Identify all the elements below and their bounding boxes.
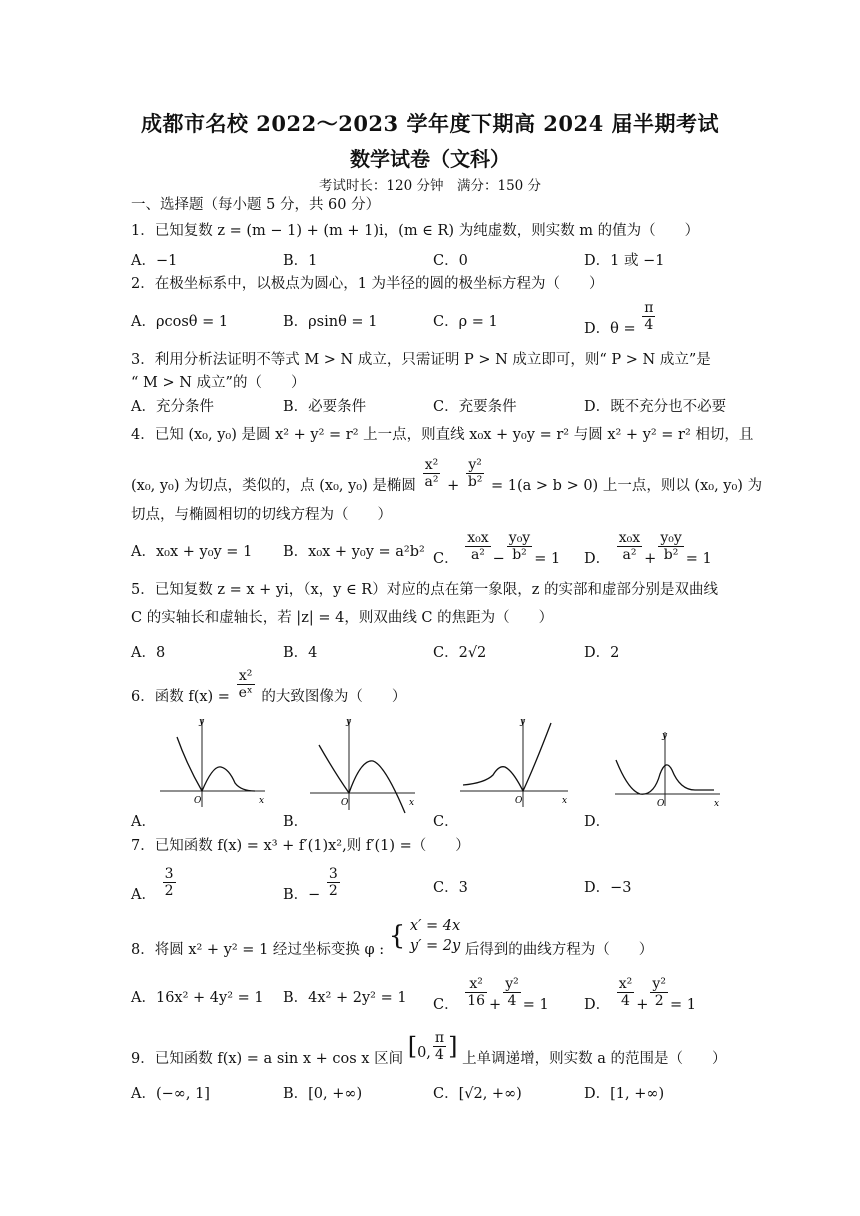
question-9-option-c: C．[√2, +∞) [433, 1086, 522, 1102]
question-8-option-c: C． $\frac{\text{x²}}{16}$ + $\frac{\text{y²}}{4}$ = 1 [433, 976, 549, 1013]
origin-label: O [194, 796, 202, 806]
question-5-option-a: A．8 [131, 645, 166, 661]
question-3-line-1: 3．利用分析法证明不等式 M > N 成立，只需证明 P > N 成立即可，则“ P > N 成立”是 [131, 352, 711, 368]
graph-a [155, 715, 270, 810]
question-8-stem-end: 后得到的曲线方程为（ ） [464, 942, 654, 958]
question-9-stem-start: 9．已知函数 f(x) = a sin x + cos x 区间 [131, 1050, 404, 1067]
origin-label: O [341, 798, 349, 808]
question-4-line-2-start: (x₀, y₀) 为切点，类似的，点 (x₀, y₀) 是椭圆 [131, 477, 416, 494]
axis-x-label: x [714, 799, 720, 809]
question-9-stem-end: 上单调递增，则实数 a 的范围是（ ） [462, 1050, 727, 1067]
question-5-option-d: D．2 [584, 645, 620, 661]
question-5-option-c: C．2√2 [433, 645, 487, 661]
question-3-option-d: D．既不充分也不必要 [584, 399, 727, 415]
origin-label: O [515, 796, 523, 806]
exam-subtitle: 数学试卷（文科） [350, 147, 510, 171]
question-6-stem-start: 6．函数 f(x) = [131, 688, 230, 705]
question-2-option-d-label: D．θ = [584, 320, 636, 337]
axis-y-label: y [520, 717, 526, 727]
question-1-stem: 1．已知复数 z = (m − 1) + (m + 1)i，(m ∈ R) 为纯虚数，则实数 m 的值为（ ） [131, 223, 700, 239]
question-4-option-d: D． $\frac{\text{x₀x}}{\text{a²}}$ + $\frac{\text{y₀y}}{\text{b²}}$ = 1 [584, 530, 712, 567]
transform-x: x′ = 4x [409, 918, 461, 934]
question-8-option-b: B．4x² + 2y² = 1 [283, 990, 407, 1006]
option-label: D． [584, 996, 611, 1013]
question-8-option-d: D． $\frac{\text{x²}}{4}$ + $\frac{\text{y²}}{2}$ = 1 [584, 976, 696, 1013]
question-7-option-c: C．3 [433, 880, 468, 896]
exam-title: 成都市名校 2022～2023 学年度下期高 2024 届半期考试 [140, 111, 720, 136]
question-6-option-c: C． [433, 814, 459, 830]
axis-y-label: y [662, 731, 668, 741]
question-1-option-c: C．0 [433, 253, 468, 269]
section-heading: 一、选择题（每小题 5 分，共 60 分） [131, 197, 381, 213]
question-9-stem: 9．已知函数 f(x) = a sin x + cos x 区间 [0, $\frac{\pi}{4}$ ] 上单调递增，则实数 a 的范围是（ ） [131, 1030, 727, 1067]
question-8-option-a: A．16x² + 4y² = 1 [131, 990, 264, 1006]
question-6-stem [131, 668, 407, 705]
option-label: C． [433, 996, 459, 1013]
question-4-line-2-end: = 1(a > b > 0) 上一点，则以 (x₀, y₀) 为 [491, 477, 763, 494]
question-2-option-b: B．ρsinθ = 1 [283, 314, 378, 330]
question-1-option-b: B．1 [283, 253, 318, 269]
graph-c [455, 715, 575, 810]
fraction-numerator: 3 [328, 866, 338, 882]
question-7-option-a [131, 866, 178, 903]
graph-d [610, 730, 725, 810]
question-6-stem-end: 的大致图像为（ ） [261, 688, 407, 705]
function-fraction: $\frac{\text{x²}}{\text{eˣ}}$ [238, 668, 253, 701]
question-8-stem-start: 8．将圆 x² + y² = 1 经过坐标变换 φ : [131, 942, 385, 958]
ellipse-x-term: $\frac{\text{x²}}{\text{a²}}$ [424, 457, 439, 490]
question-4-option-b: B．x₀x + y₀y = a²b² [283, 544, 425, 560]
question-9-option-a: A．(−∞, 1] [131, 1086, 210, 1102]
fraction-numerator: π [644, 300, 654, 316]
option-label: A． [131, 886, 156, 903]
question-3-line-2: “ M > N 成立”的（ ） [131, 375, 306, 391]
question-9-option-d: D．[1, +∞) [584, 1086, 665, 1102]
fraction-denominator: 2 [328, 883, 338, 899]
fraction-denominator: 4 [644, 317, 654, 333]
exam-meta: 考试时长：120 分钟 满分：150 分 [318, 178, 542, 194]
ellipse-y-term: $\frac{\text{y²}}{\text{b²}}$ [467, 457, 483, 490]
transform-y: y′ = 2y [409, 938, 461, 954]
graph-b [305, 715, 420, 815]
question-5-option-b: B．4 [283, 645, 318, 661]
question-2-option-c: C．ρ = 1 [433, 314, 498, 330]
question-4-option-a: A．x₀x + y₀y = 1 [131, 544, 253, 560]
question-7-option-d: D．−3 [584, 880, 632, 896]
option-label: B．− [283, 886, 321, 903]
question-6-option-a: A． [131, 814, 156, 830]
question-7-stem: 7．已知函数 f(x) = x³ + f′(1)x²,则 f′(1) =（ ） [131, 838, 470, 854]
question-2-option-d-fraction [642, 300, 655, 333]
question-4-line-2: (x₀, y₀) 为切点，类似的，点 (x₀, y₀) 是椭圆 $\frac{\text{x²}}{\text{a²}}$ + $\frac{\text{y²}}{\text{b²}}$ = 1(a > b > 0) 上一点，则以 (x₀, y₀) 为 [131, 457, 763, 494]
question-2-option-d [584, 300, 657, 337]
axis-y-label: y [346, 717, 352, 727]
question-1-option-d: D．1 或 −1 [584, 253, 665, 269]
fraction-numerator: 3 [164, 866, 174, 882]
origin-label: O [657, 799, 665, 809]
question-2-stem: 2．在极坐标系中，以极点为圆心，1 为半径的圆的极坐标方程为（ ） [131, 276, 604, 292]
option-label: D． [584, 550, 611, 567]
question-2-option-a: A．ρcosθ = 1 [131, 314, 229, 330]
axis-x-label: x [259, 796, 265, 806]
coordinate-transform-system [410, 916, 460, 956]
question-4-option-c: C． $\frac{\text{x₀x}}{\text{a²}}$ − $\frac{\text{y₀y}}{\text{b²}}$ = 1 [433, 530, 561, 567]
question-3-option-b: B．必要条件 [283, 399, 367, 415]
axis-x-label: x [409, 798, 415, 808]
question-1-option-a: A．−1 [131, 253, 178, 269]
axis-x-label: x [562, 796, 568, 806]
option-label: C． [433, 550, 459, 567]
question-6-option-d: D． [584, 814, 611, 830]
question-4-line-1: 4．已知 (x₀, y₀) 是圆 x² + y² = r² 上一点，则直线 x₀x + y₀y = r² 与圆 x² + y² = r² 相切，且 [131, 427, 754, 443]
question-8-stem: 8．将圆 x² + y² = 1 经过坐标变换 φ : { x′ = 4x y′ = 2y 后得到的曲线方程为（ ） [131, 918, 654, 958]
question-3-option-c: C．充要条件 [433, 399, 517, 415]
question-5-line-2: C 的实轴长和虚轴长，若 |z| = 4，则双曲线 C 的焦距为（ ） [131, 610, 554, 626]
fraction-denominator: 2 [164, 883, 174, 899]
question-6-option-b: B． [283, 814, 309, 830]
question-5-line-1: 5．已知复数 z = x + yi，（x，y ∈ R）对应的点在第一象限，z 的实部和虚部分别是双曲线 [131, 582, 718, 598]
question-9-option-b: B．[0, +∞) [283, 1086, 363, 1102]
question-7-option-b [283, 866, 342, 903]
question-4-line-3: 切点，与椭圆相切的切线方程为（ ） [131, 507, 392, 523]
question-3-option-a: A．充分条件 [131, 399, 214, 415]
axis-y-label: y [199, 717, 205, 727]
